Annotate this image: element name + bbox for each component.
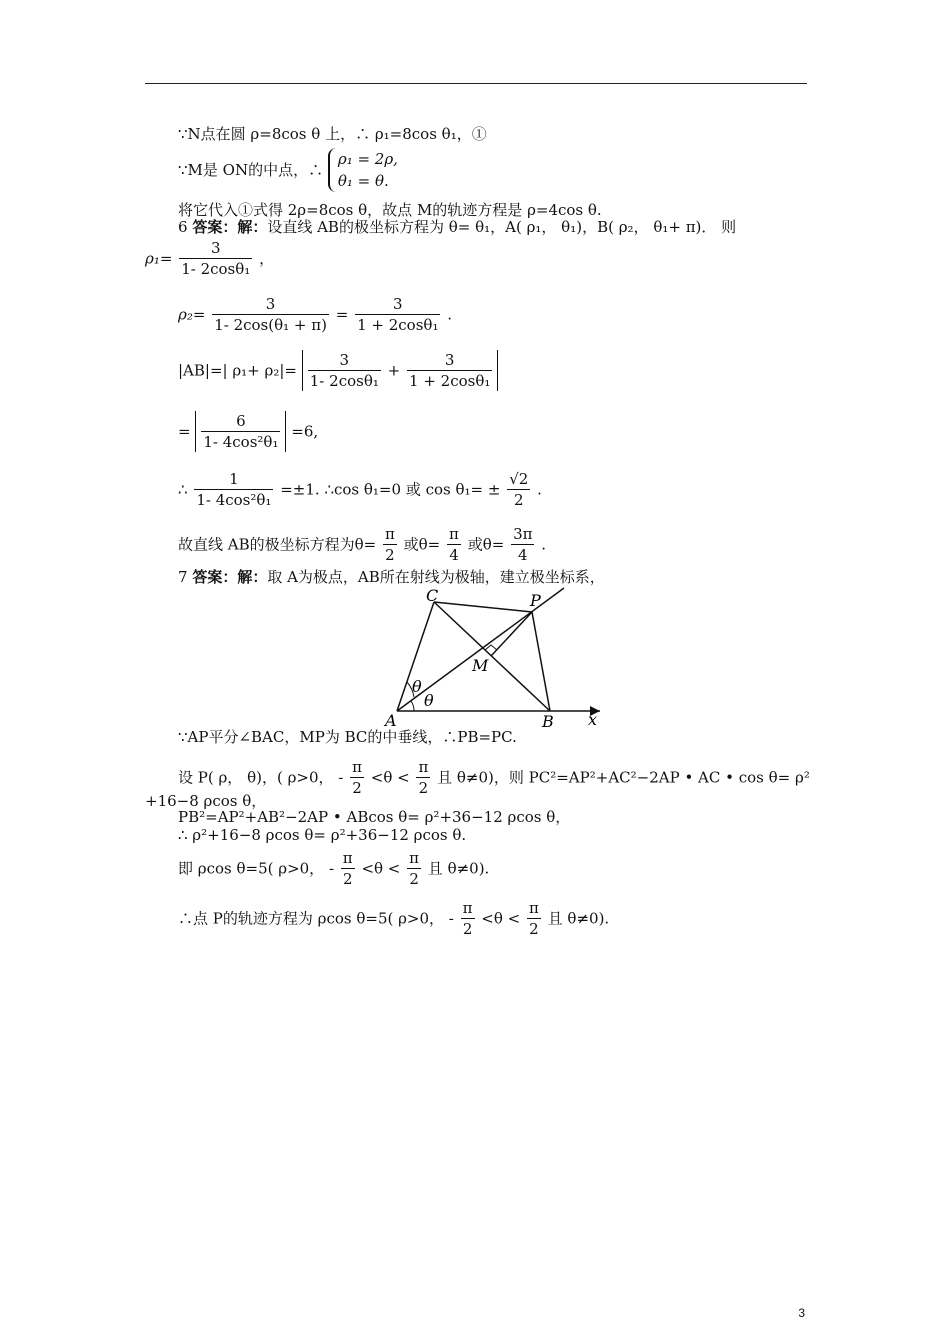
eq6-den: 1- 4cos²θ₁ bbox=[203, 433, 279, 451]
line-rho1 bbox=[145, 238, 274, 279]
ji-lt: <θ < bbox=[361, 859, 401, 878]
rho1-lhs: ρ₁= bbox=[145, 249, 173, 268]
m-midpoint-text: ∵M是 ON的中点，∴ bbox=[178, 161, 324, 179]
fin-lt: <θ < bbox=[481, 909, 521, 928]
line-rho2 bbox=[178, 294, 452, 335]
line-n-on-circle: ∵N点在圆 ρ=8cos θ 上，∴ ρ₁=8cos θ₁，① bbox=[178, 125, 487, 143]
ji-den-2: 2 bbox=[409, 870, 419, 888]
theta-fraction bbox=[194, 469, 273, 510]
line-ap-bisector: ∵AP平分∠BAC，MP为 BC的中垂线，∴PB=PC. bbox=[178, 728, 517, 746]
theta-num: 1 bbox=[194, 469, 273, 490]
set-lt: <θ < bbox=[370, 768, 410, 787]
abl-den-2: 4 bbox=[449, 546, 459, 564]
abl-end: . bbox=[541, 535, 547, 554]
set-den-1: 2 bbox=[352, 779, 362, 797]
label-x: x bbox=[588, 710, 598, 729]
abl-lhs: 故直线 AB的极坐标方程为θ= bbox=[178, 535, 377, 554]
rho1-end: ， bbox=[259, 249, 275, 268]
page-number: 3 bbox=[798, 1306, 805, 1320]
fin-lhs: ∴点 P的轨迹方程为 ρcos θ=5( ρ>0， - bbox=[178, 909, 454, 928]
q6-text: 设直线 AB的极坐标方程为 θ= θ₁，A( ρ₁， θ₁)，B( ρ₂， θ₁+ π)． 则 bbox=[267, 218, 737, 236]
rho2-den-1: 1- 2cos(θ₁ + π) bbox=[214, 316, 327, 334]
ji-lhs: 即 ρcos θ=5( ρ>0， - bbox=[178, 859, 335, 878]
line-pb-squared: PB²=AP²+AB²−2AP • ABcos θ= ρ²+36−12 ρcos θ， bbox=[178, 808, 571, 826]
line-final bbox=[178, 898, 609, 939]
line-theta-solution bbox=[178, 469, 542, 510]
q7-answer-label: 答案：解： bbox=[192, 568, 268, 586]
abl-num-2: π bbox=[449, 525, 459, 543]
rho2-den-2: 1 + 2cosθ₁ bbox=[357, 316, 439, 334]
set-num-1: π bbox=[352, 758, 362, 776]
set-den-2: 2 bbox=[418, 779, 429, 797]
label-theta-1: θ bbox=[412, 677, 422, 696]
line-equation-equal: ∴ ρ²+16−8 ρcos θ= ρ²+36−12 ρcos θ. bbox=[178, 826, 467, 844]
set-num-2: π bbox=[418, 758, 429, 776]
eq6-fraction bbox=[201, 411, 280, 452]
ji-fraction-1 bbox=[341, 848, 355, 889]
ab-num-2: 3 bbox=[407, 350, 492, 371]
system-row-2: θ₁ = θ. bbox=[337, 172, 389, 190]
abl-or-1: 或θ= bbox=[403, 535, 441, 554]
line-set-p bbox=[178, 757, 810, 798]
rho1-den: 1- 2cosθ₁ bbox=[181, 260, 251, 278]
ab-fraction-2 bbox=[407, 350, 492, 391]
ab-abs-value bbox=[302, 350, 499, 391]
ji-fraction-2 bbox=[407, 848, 421, 889]
rho2-equals: = bbox=[335, 305, 349, 324]
sqrt2-den: 2 bbox=[514, 491, 524, 509]
ab-den-2: 1 + 2cosθ₁ bbox=[409, 372, 491, 390]
angle-arc-2 bbox=[411, 701, 414, 711]
abl-num-3: 3π bbox=[513, 525, 533, 543]
q7-number: 7 bbox=[178, 568, 193, 586]
fin-den-2: 2 bbox=[529, 920, 539, 938]
abl-fraction-1 bbox=[383, 524, 397, 565]
ji-den-1: 2 bbox=[342, 870, 353, 888]
rho2-fraction-1 bbox=[212, 294, 329, 335]
system-row-1: ρ₁ = 2ρ, bbox=[337, 150, 398, 168]
label-b: B bbox=[542, 712, 554, 730]
ji-end: 且 θ≠0). bbox=[427, 859, 490, 878]
ab-fraction-1 bbox=[308, 350, 381, 391]
ji-num-1: π bbox=[342, 849, 353, 867]
eq6-num: 6 bbox=[201, 411, 280, 432]
rho2-lhs: ρ₂= bbox=[178, 305, 206, 324]
q6-answer-label: 答案：解： bbox=[192, 218, 268, 236]
header-rule bbox=[145, 83, 807, 84]
q6-number: 6 bbox=[178, 218, 193, 236]
rho2-num-1: 3 bbox=[212, 294, 329, 315]
rho2-fraction-2 bbox=[355, 294, 440, 335]
abl-num-1: π bbox=[385, 525, 395, 543]
ab-den-1: 1- 2cosθ₁ bbox=[309, 372, 379, 390]
q7-text: 取 A为极点，AB所在射线为极轴，建立极坐标系， bbox=[267, 568, 605, 586]
eq6-abs bbox=[195, 411, 286, 452]
label-m: M bbox=[472, 656, 489, 675]
label-theta-2: θ bbox=[424, 691, 434, 710]
sqrt2-fraction bbox=[507, 469, 530, 510]
abl-fraction-2 bbox=[447, 524, 461, 565]
abl-den-1: 2 bbox=[385, 546, 395, 564]
fin-fraction-2 bbox=[527, 898, 541, 939]
fin-den-1: 2 bbox=[462, 920, 473, 938]
line-ab-abs bbox=[178, 350, 498, 391]
fin-num-1: π bbox=[462, 899, 473, 917]
theta-mid: =±1. ∴cos θ₁=0 或 cos θ₁= ± bbox=[280, 480, 501, 499]
label-p: P bbox=[530, 591, 541, 610]
label-c: C bbox=[426, 586, 439, 605]
rho2-end: . bbox=[447, 305, 453, 324]
abl-fraction-3 bbox=[511, 524, 534, 565]
ab-lhs: |AB|=| ρ₁+ ρ₂|= bbox=[178, 361, 297, 380]
rho1-fraction bbox=[179, 238, 252, 279]
line-q6-header bbox=[178, 218, 736, 236]
set-rest: 且 θ≠0)，则 PC²=AP²+AC²−2AP • AC • cos θ= ρ² bbox=[437, 768, 810, 787]
geometry-figure bbox=[370, 584, 610, 730]
line-m-midpoint bbox=[178, 148, 398, 192]
fin-fraction-1 bbox=[461, 898, 475, 939]
eq6-lhs: = bbox=[178, 422, 191, 441]
line-ji bbox=[178, 848, 489, 889]
abl-or-2: 或θ= bbox=[467, 535, 505, 554]
theta-end: . bbox=[537, 480, 542, 499]
rho1-num: 3 bbox=[179, 238, 252, 259]
set-fraction-2 bbox=[416, 757, 430, 798]
theta-den: 1- 4cos²θ₁ bbox=[196, 491, 272, 509]
line-ab-polar-equations bbox=[178, 524, 546, 565]
fin-num-2: π bbox=[529, 899, 539, 917]
sqrt2-num: √2 bbox=[509, 470, 529, 488]
line-substitute: 将它代入①式得 2ρ=8cos θ，故点 M的轨迹方程是 ρ=4cos θ. bbox=[178, 201, 602, 219]
equation-system bbox=[328, 148, 398, 192]
label-a: A bbox=[385, 711, 397, 730]
abl-den-3: 4 bbox=[518, 546, 528, 564]
ab-num-1: 3 bbox=[308, 350, 381, 371]
rho2-num-2: 3 bbox=[355, 294, 440, 315]
theta-lhs: ∴ bbox=[178, 480, 188, 499]
ab-plus: + bbox=[387, 361, 401, 380]
line-eq6 bbox=[178, 411, 318, 452]
ji-num-2: π bbox=[409, 849, 420, 867]
fin-end: 且 θ≠0). bbox=[547, 909, 610, 928]
eq6-end: =6, bbox=[291, 422, 319, 441]
segment-cp bbox=[434, 602, 532, 612]
segment-mp bbox=[491, 612, 532, 656]
set-lhs: 设 P( ρ， θ)，( ρ>0， - bbox=[178, 768, 344, 787]
set-fraction-1 bbox=[350, 757, 364, 798]
line-continuation: +16−8 ρcos θ， bbox=[145, 792, 267, 810]
